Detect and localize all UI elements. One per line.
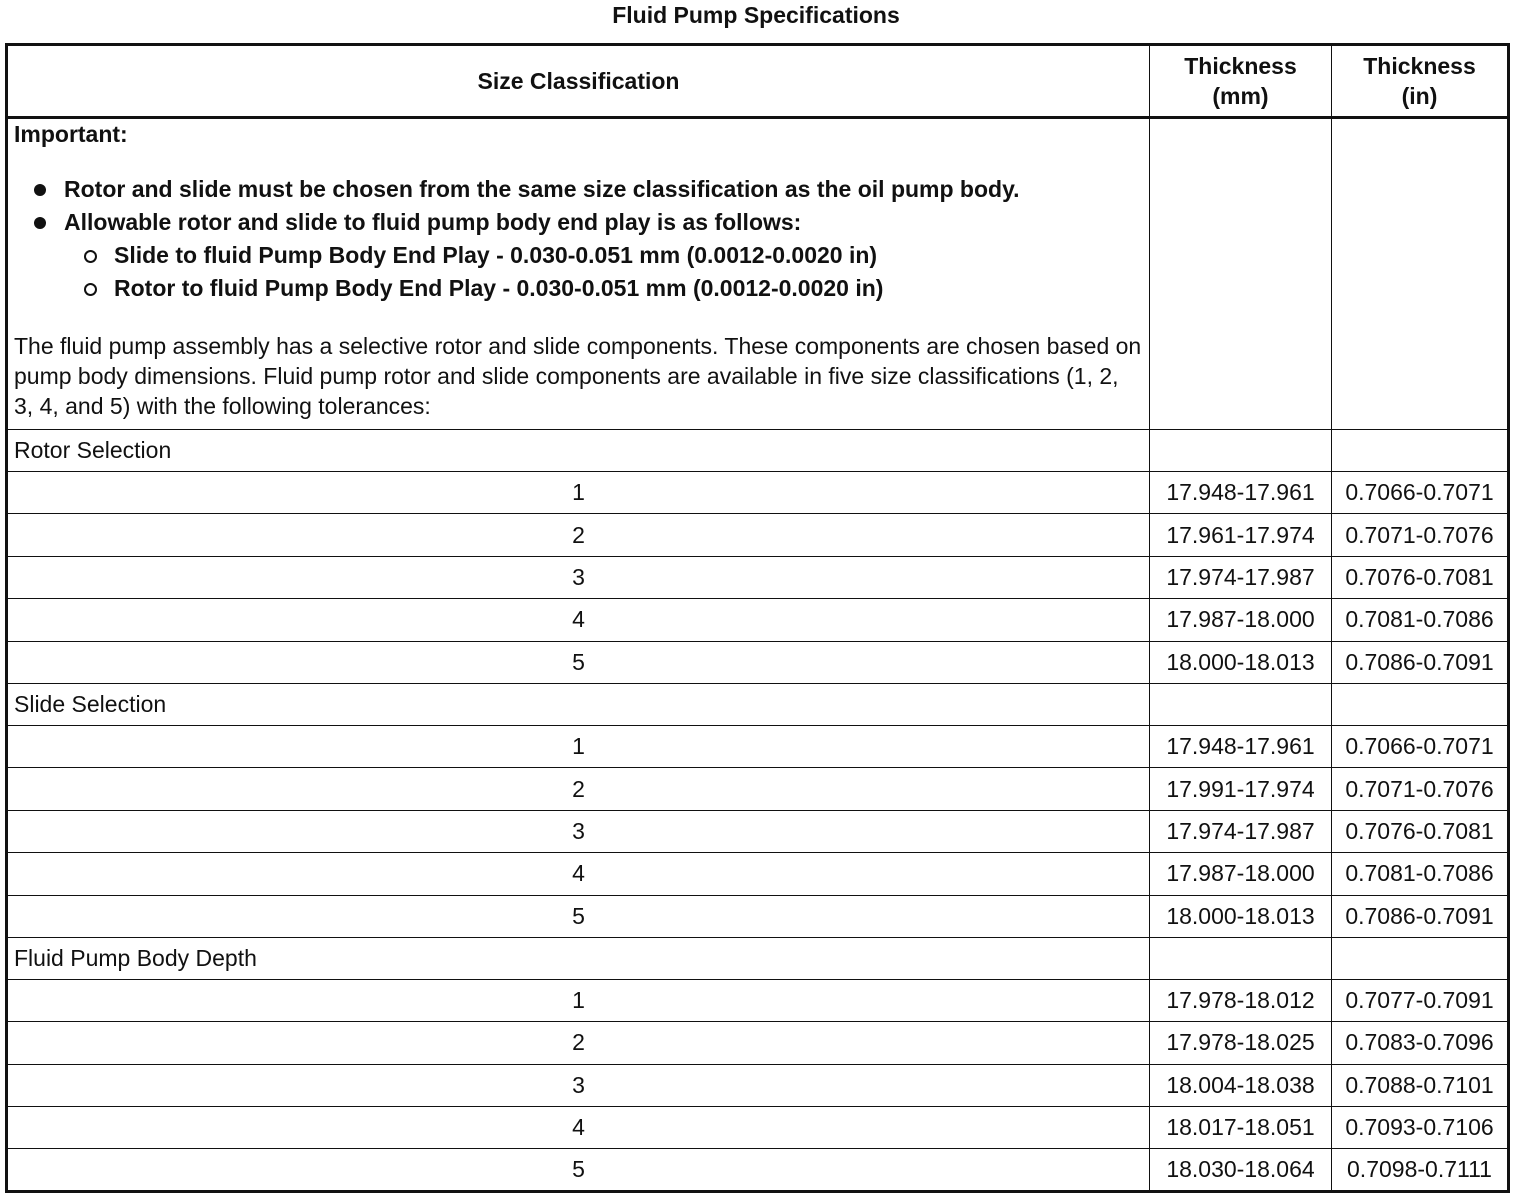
end-play-text: Rotor to fluid Pump Body End Play - 0.030-0.051 mm (0.0012-0.0020 in)	[114, 275, 884, 301]
table-row	[7, 853, 1509, 895]
thickness-in-cell: 0.7081-0.7086	[1332, 853, 1509, 895]
empty-cell	[1332, 118, 1509, 430]
thickness-mm-cell: 17.974-17.987	[1150, 556, 1332, 598]
thickness-in-cell: 0.7086-0.7091	[1332, 641, 1509, 683]
table-row	[7, 1064, 1509, 1106]
end-play-item	[64, 239, 1143, 272]
empty-cell	[1332, 937, 1509, 979]
thickness-in-cell: 0.7083-0.7096	[1332, 1022, 1509, 1064]
size-class-cell: 5	[7, 1149, 1150, 1191]
table-row	[7, 725, 1509, 767]
fluid-pump-spec-table	[5, 43, 1510, 1193]
table-row	[7, 556, 1509, 598]
thickness-mm-cell: 18.030-18.064	[1150, 1149, 1332, 1191]
thickness-in-cell: 0.7093-0.7106	[1332, 1107, 1509, 1149]
section-label: Fluid Pump Body Depth	[7, 937, 1150, 979]
table-row	[7, 810, 1509, 852]
page-title: Fluid Pump Specifications	[612, 2, 900, 28]
important-heading: Important:	[14, 121, 128, 147]
thickness-mm-cell: 18.017-18.051	[1150, 1107, 1332, 1149]
size-class-cell: 5	[7, 641, 1150, 683]
empty-cell	[1150, 937, 1332, 979]
section-row	[7, 430, 1509, 472]
header-row	[7, 45, 1509, 118]
important-bullet	[14, 206, 1143, 305]
table-row	[7, 599, 1509, 641]
thickness-mm-cell: 17.948-17.961	[1150, 472, 1332, 514]
thickness-in-cell: 0.7088-0.7101	[1332, 1064, 1509, 1106]
thickness-mm-cell: 17.978-18.012	[1150, 979, 1332, 1021]
table-row	[7, 514, 1509, 556]
thickness-in-cell: 0.7077-0.7091	[1332, 979, 1509, 1021]
important-bullet-list	[14, 173, 1143, 305]
thickness-mm-cell: 17.987-18.000	[1150, 853, 1332, 895]
filled-bullet-icon	[34, 184, 46, 196]
thickness-mm-cell: 17.974-17.987	[1150, 810, 1332, 852]
filled-bullet-icon	[34, 217, 46, 229]
header-thickness-in-line1: Thickness	[1363, 53, 1476, 79]
table-row	[7, 768, 1509, 810]
important-note-row	[7, 118, 1509, 430]
end-play-item	[64, 272, 1143, 305]
thickness-mm-cell: 17.948-17.961	[1150, 725, 1332, 767]
end-play-text: Slide to fluid Pump Body End Play - 0.030-0.051 mm (0.0012-0.0020 in)	[114, 242, 878, 268]
size-class-cell: 1	[7, 979, 1150, 1021]
empty-cell	[1150, 683, 1332, 725]
thickness-mm-cell: 17.991-17.974	[1150, 768, 1332, 810]
header-thickness-in-line2: (in)	[1401, 83, 1438, 109]
header-thickness-mm	[1150, 45, 1332, 118]
size-class-cell: 4	[7, 1107, 1150, 1149]
header-thickness-mm-line2: (mm)	[1212, 83, 1269, 109]
assembly-description: The fluid pump assembly has a selective rotor and slide components. These components are chosen based on pump body dimensions. Fluid pump rotor and slide components are available in five size classifications (1, 2, 3, 4, and 5) with the following tolerances:	[14, 333, 1142, 419]
thickness-in-cell: 0.7066-0.7071	[1332, 725, 1509, 767]
size-class-cell: 2	[7, 1022, 1150, 1064]
section-label: Slide Selection	[7, 683, 1150, 725]
important-bullet-text: Rotor and slide must be chosen from the same size classification as the oil pump body.	[64, 176, 1020, 202]
hollow-bullet-icon	[84, 283, 97, 296]
table-row	[7, 641, 1509, 683]
table-row	[7, 1149, 1509, 1191]
thickness-in-cell: 0.7066-0.7071	[1332, 472, 1509, 514]
table-row	[7, 1022, 1509, 1064]
important-bullet	[14, 173, 1143, 206]
hollow-bullet-icon	[84, 250, 97, 263]
table-row	[7, 979, 1509, 1021]
header-thickness-in	[1332, 45, 1509, 118]
thickness-in-cell: 0.7098-0.7111	[1332, 1149, 1509, 1191]
thickness-mm-cell: 18.000-18.013	[1150, 641, 1332, 683]
empty-cell	[1150, 430, 1332, 472]
size-class-cell: 3	[7, 1064, 1150, 1106]
size-class-cell: 2	[7, 514, 1150, 556]
thickness-mm-cell: 17.961-17.974	[1150, 514, 1332, 556]
section-row	[7, 683, 1509, 725]
size-class-cell: 3	[7, 556, 1150, 598]
size-class-cell: 3	[7, 810, 1150, 852]
empty-cell	[1332, 430, 1509, 472]
table-row	[7, 472, 1509, 514]
thickness-in-cell: 0.7086-0.7091	[1332, 895, 1509, 937]
thickness-mm-cell: 18.004-18.038	[1150, 1064, 1332, 1106]
thickness-in-cell: 0.7081-0.7086	[1332, 599, 1509, 641]
section-row	[7, 937, 1509, 979]
header-thickness-mm-line1: Thickness	[1184, 53, 1297, 79]
size-class-cell: 5	[7, 895, 1150, 937]
thickness-mm-cell: 17.987-18.000	[1150, 599, 1332, 641]
size-class-cell: 4	[7, 599, 1150, 641]
important-bullet-text: Allowable rotor and slide to fluid pump body end play is as follows:	[64, 209, 802, 235]
thickness-in-cell: 0.7071-0.7076	[1332, 514, 1509, 556]
table-row	[7, 1107, 1509, 1149]
thickness-mm-cell: 17.978-18.025	[1150, 1022, 1332, 1064]
thickness-in-cell: 0.7071-0.7076	[1332, 768, 1509, 810]
thickness-in-cell: 0.7076-0.7081	[1332, 810, 1509, 852]
end-play-sub-list	[64, 239, 1143, 305]
empty-cell	[1332, 683, 1509, 725]
size-class-cell: 1	[7, 472, 1150, 514]
thickness-mm-cell: 18.000-18.013	[1150, 895, 1332, 937]
table-row	[7, 895, 1509, 937]
size-class-cell: 1	[7, 725, 1150, 767]
size-class-cell: 4	[7, 853, 1150, 895]
empty-cell	[1150, 118, 1332, 430]
section-label: Rotor Selection	[7, 430, 1150, 472]
header-size-classification: Size Classification	[7, 45, 1150, 118]
thickness-in-cell: 0.7076-0.7081	[1332, 556, 1509, 598]
important-note	[7, 118, 1150, 430]
size-class-cell: 2	[7, 768, 1150, 810]
